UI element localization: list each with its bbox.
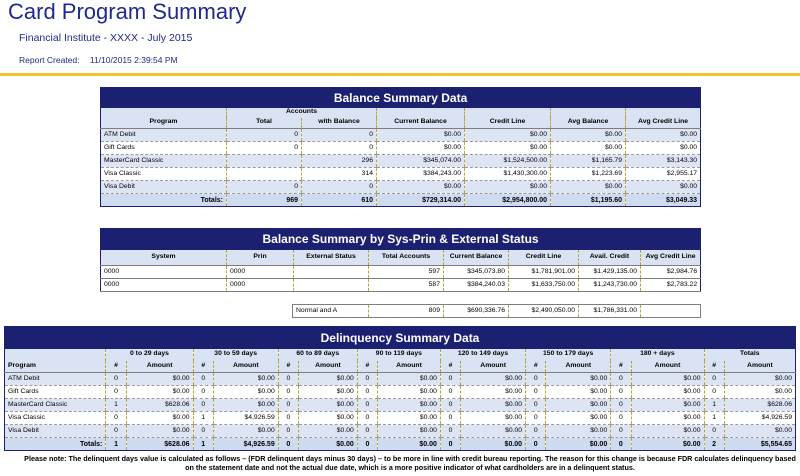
days-group-header: 150 to 179 days [526,349,611,361]
amount-cell: $0.00 [299,425,358,438]
table-cell [227,168,302,181]
table-cell: $0.00 [465,129,551,142]
totals-label: Totals: [5,438,106,451]
column-header: with Balance [302,118,377,129]
count-cell: 0 [440,412,460,425]
amount-cell: $0.00 [631,373,704,386]
table-row [5,386,796,399]
table-cell: 587 [369,279,444,292]
status-cell [294,266,369,279]
amount-cell: $0.00 [631,438,704,451]
column-header: Current Balance [377,118,465,129]
amount-cell: $0.00 [631,399,704,412]
blank-header [551,108,626,118]
table-cell: $1,781,901.00 [509,266,579,279]
days-group-header: 180 + days [611,349,704,361]
table-row [101,279,701,292]
amount-cell: $0.00 [299,412,358,425]
amount-cell: $0.00 [461,425,526,438]
table-row [101,266,701,279]
amount-cell: $0.00 [299,386,358,399]
column-header: Avg Credit Line [641,250,701,266]
program-cell: Visa Classic [5,412,106,425]
amount-cell: $0.00 [724,425,795,438]
system-cell: 0000 [101,279,227,292]
amount-header: Amount [213,361,278,373]
amount-cell: $0.00 [546,386,611,399]
count-header: # [526,361,546,373]
column-header: Credit Line [465,118,551,129]
table-cell: $690,336.76 [444,305,509,318]
count-cell: 0 [611,438,631,451]
table-cell: $1,633,750.00 [509,279,579,292]
table-cell: $729,314.00 [377,194,465,207]
count-header: # [611,361,631,373]
count-cell: 0 [704,373,724,386]
count-cell: 0 [106,412,126,425]
days-group-header: 30 to 59 days [193,349,278,361]
footnote: Please note: The delinquent days value is calculated as follows – (FDR delinquent days minus 30 days) – to be more in line with credit bureau reporting. The reason for this change is because FDR calculates delinquency based on the statement date and not the actual due date, which is a more positive indicator of what cardholders are in a delinquent status. [24,454,796,472]
amount-header: Amount [299,361,358,373]
amount-cell: $0.00 [378,373,441,386]
report-subtitle: Financial Institute - XXXX - July 2015 [19,32,193,44]
totals-label: Totals: [101,194,227,207]
totals-group-header: Totals [704,349,796,361]
table-cell: 0 [227,129,302,142]
report-created [19,55,178,65]
program-cell: MasterCard Classic [5,399,106,412]
table-cell: $384,243.00 [377,168,465,181]
count-cell: 0 [611,386,631,399]
table-row [293,305,701,318]
table-row [5,399,796,412]
table-cell: 0 [302,181,377,194]
totals-row [5,438,796,451]
column-header: Avg Credit Line [626,118,701,129]
amount-cell: $0.00 [378,412,441,425]
count-cell: 1 [193,412,213,425]
amount-cell: $0.00 [631,386,704,399]
table-cell: 610 [302,194,377,207]
amount-cell: $0.00 [378,438,441,451]
amount-cell: $0.00 [546,373,611,386]
table-cell: $3,143.30 [626,155,701,168]
table-cell: $2,954,800.00 [465,194,551,207]
amount-cell: $0.00 [378,386,441,399]
amount-header: Amount [461,361,526,373]
table-cell: $0.00 [551,142,626,155]
amount-cell: $0.00 [461,373,526,386]
amount-cell: $0.00 [546,399,611,412]
table-cell: $1,524,500.00 [465,155,551,168]
table-row [5,412,796,425]
amount-cell: $0.00 [546,425,611,438]
blank-header [5,349,106,361]
amount-cell: $0.00 [299,438,358,451]
count-cell: 0 [526,373,546,386]
count-cell: 0 [357,386,377,399]
count-header: # [440,361,460,373]
table-cell: $2,955.17 [626,168,701,181]
program-cell: MasterCard Classic [101,155,227,168]
column-header: Total Accounts [369,250,444,266]
column-header: Avg Balance [551,118,626,129]
amount-cell: $5,554.65 [724,438,795,451]
count-cell: 1 [704,399,724,412]
count-cell: 1 [193,438,213,451]
table-cell: 969 [227,194,302,207]
report-created-label: Report Created: [19,55,80,65]
count-cell: 0 [357,425,377,438]
amount-cell: $0.00 [546,412,611,425]
table-row [101,155,701,168]
table-row [5,425,796,438]
amount-header: Amount [126,361,193,373]
table-cell [227,155,302,168]
program-cell: Visa Debit [5,425,106,438]
amount-cell: $0.00 [213,399,278,412]
amount-cell: $0.00 [724,386,795,399]
delinquency-summary-table [4,326,796,451]
count-cell: 2 [704,438,724,451]
sysprin-summary-title: Balance Summary by Sys-Prin & External Status [101,229,701,250]
sysprin-summary-table [100,228,701,292]
count-cell: 0 [440,399,460,412]
count-cell: 0 [357,438,377,451]
amount-cell: $0.00 [378,425,441,438]
table-cell: $0.00 [377,181,465,194]
table-cell: 0 [227,181,302,194]
table-cell: $1,786,331.00 [579,305,641,318]
amount-cell: $0.00 [461,412,526,425]
table-cell: $0.00 [551,129,626,142]
table-cell: 809 [369,305,444,318]
blank-header [377,108,465,118]
count-cell: 1 [106,399,126,412]
table-cell: $2,490,050.00 [509,305,579,318]
amount-cell: $0.00 [299,399,358,412]
amount-cell: $4,926.59 [724,412,795,425]
count-cell: 0 [193,386,213,399]
count-cell: 0 [526,412,546,425]
table-cell: 0 [227,142,302,155]
amount-cell: $0.00 [126,425,193,438]
table-cell: $345,074.00 [377,155,465,168]
blank-header [101,108,227,118]
blank-header [465,108,551,118]
program-cell: Visa Debit [101,181,227,194]
amount-cell: $628.06 [126,399,193,412]
table-cell: $0.00 [377,129,465,142]
table-cell: $1,430,300.00 [465,168,551,181]
count-cell: 0 [611,399,631,412]
amount-cell: $628.06 [126,438,193,451]
count-cell: 1 [704,412,724,425]
count-cell: 0 [611,425,631,438]
amount-cell: $0.00 [724,373,795,386]
column-header: Avail. Credit [579,250,641,266]
count-cell: 0 [611,373,631,386]
blank-header [626,108,701,118]
count-cell: 0 [440,386,460,399]
count-cell: 1 [106,438,126,451]
count-cell: 0 [526,425,546,438]
table-cell: $0.00 [377,142,465,155]
count-cell: 0 [106,386,126,399]
count-cell: 0 [440,425,460,438]
program-cell: Gift Cards [101,142,227,155]
count-cell: 0 [357,412,377,425]
table-cell: $345,073.80 [444,266,509,279]
amount-cell: $0.00 [126,386,193,399]
count-cell: 0 [611,412,631,425]
amount-cell: $0.00 [126,373,193,386]
external-status-label: Normal and A [293,305,369,318]
amount-cell: $0.00 [378,399,441,412]
amount-cell: $0.00 [299,373,358,386]
table-row [101,181,701,194]
amount-cell: $0.00 [631,425,704,438]
column-header: Program [101,118,227,129]
table-row [101,129,701,142]
prin-cell: 0000 [227,266,294,279]
amount-cell: $0.00 [213,386,278,399]
accounts-group-header: Accounts [227,108,377,118]
days-group-header: 120 to 149 days [440,349,525,361]
column-header: External Status [294,250,369,266]
amount-header: Amount [378,361,441,373]
table-row [5,373,796,386]
amount-cell: $0.00 [461,399,526,412]
count-header: # [193,361,213,373]
delinquency-rows [5,373,796,451]
amount-cell: $0.00 [213,373,278,386]
amount-header: Amount [546,361,611,373]
column-header: Total [227,118,302,129]
count-header: # [357,361,377,373]
count-cell: 0 [357,399,377,412]
count-cell: 0 [704,386,724,399]
count-cell: 0 [278,386,298,399]
count-cell: 0 [193,373,213,386]
count-cell: 0 [526,386,546,399]
external-status-summary [292,304,701,318]
totals-row [101,194,701,207]
table-cell: $1,223.69 [551,168,626,181]
table-cell: 597 [369,266,444,279]
count-cell: 0 [193,399,213,412]
count-header: # [278,361,298,373]
amount-cell: $0.00 [546,438,611,451]
column-header: Prin [227,250,294,266]
table-cell: 314 [302,168,377,181]
count-cell: 0 [278,438,298,451]
table-cell: $0.00 [465,181,551,194]
days-group-header: 90 to 119 days [357,349,440,361]
table-cell: $0.00 [465,142,551,155]
amount-header: Amount [724,361,795,373]
page-title: Card Program Summary [8,0,247,24]
column-header: Current Balance [444,250,509,266]
table-row [101,142,701,155]
balance-summary-title: Balance Summary Data [101,88,701,108]
count-cell: 0 [357,373,377,386]
table-cell: $1,165.79 [551,155,626,168]
count-cell: 0 [278,373,298,386]
days-group-header: 60 to 89 days [278,349,357,361]
header-divider [0,73,800,76]
amount-cell: $4,926.59 [213,412,278,425]
table-cell: $0.00 [551,181,626,194]
column-header: Credit Line [509,250,579,266]
table-cell: 0 [302,142,377,155]
report-created-value: 11/10/2015 2:39:54 PM [89,55,178,65]
program-cell: Gift Cards [5,386,106,399]
table-cell: $1,243,730.00 [579,279,641,292]
table-cell: $2,984.76 [641,266,701,279]
column-header: Program [5,361,106,373]
table-cell: $3,049.33 [626,194,701,207]
count-cell: 0 [106,373,126,386]
table-cell: $1,195.60 [551,194,626,207]
count-cell: 0 [278,399,298,412]
count-cell: 0 [278,425,298,438]
prin-cell: 0000 [227,279,294,292]
table-cell: $0.00 [626,142,701,155]
count-cell: 0 [440,373,460,386]
amount-cell: $628.06 [724,399,795,412]
table-cell: $0.00 [626,129,701,142]
delinquency-summary-title: Delinquency Summary Data [5,327,796,349]
program-cell: ATM Debit [5,373,106,386]
count-cell: 0 [193,425,213,438]
count-header: # [704,361,724,373]
table-cell: $2,783.22 [641,279,701,292]
program-cell: ATM Debit [101,129,227,142]
amount-cell: $0.00 [461,386,526,399]
status-cell [294,279,369,292]
days-group-header: 0 to 29 days [106,349,193,361]
amount-cell: $0.00 [631,412,704,425]
table-cell: $384,240.03 [444,279,509,292]
count-cell: 0 [526,399,546,412]
count-cell: 0 [278,412,298,425]
table-cell: 296 [302,155,377,168]
count-header: # [106,361,126,373]
amount-cell: $0.00 [213,425,278,438]
table-cell: 0 [302,129,377,142]
program-cell: Visa Classic [101,168,227,181]
amount-header: Amount [631,361,704,373]
count-cell: 0 [704,425,724,438]
column-header: System [101,250,227,266]
count-cell: 0 [526,438,546,451]
amount-cell: $0.00 [461,438,526,451]
count-cell: 0 [106,425,126,438]
system-cell: 0000 [101,266,227,279]
amount-cell: $0.00 [126,412,193,425]
table-row [101,168,701,181]
count-cell: 0 [440,438,460,451]
table-cell [641,305,701,318]
balance-summary-table [100,87,701,207]
table-cell: $1,429,135.00 [579,266,641,279]
amount-cell: $4,926.59 [213,438,278,451]
table-cell: $0.00 [626,181,701,194]
